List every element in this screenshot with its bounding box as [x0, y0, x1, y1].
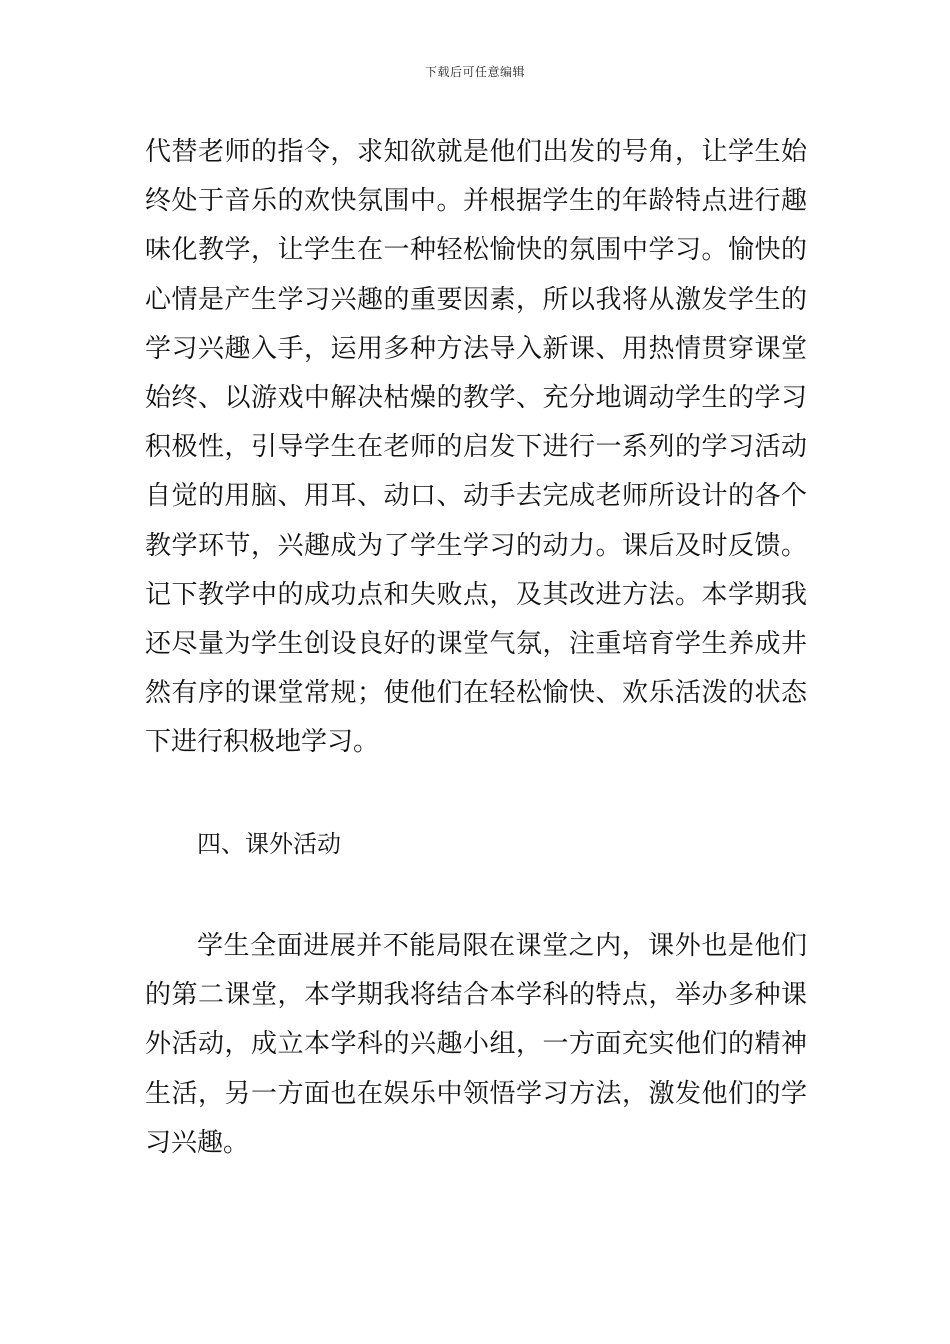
body-paragraph-2: 学生全面进展并不能局限在课堂之内，课外也是他们的第二课堂，本学期我将结合本学科的特点，举办多种课外活动，成立本学科的兴趣小组，一方面充实他们的精神生活，另一方面也在娱乐中领悟学习方法，激发他们的学习兴趣。 — [145, 931, 807, 1158]
body-paragraph-1: 代替老师的指令，求知欲就是他们出发的号角，让学生始终处于音乐的欢快氛围中。并根据学生的年龄特点进行趣味化教学，让学生在一种轻松愉快的氛围中学习。愉快的心情是产生学习兴趣的重要因素，所以我将从激发学生的学习兴趣入手，运用多种方法导入新课、用热情贯穿课堂始终、以游戏中解决枯燥的教学、充分地调动学生的学习积极性，引导学生在老师的启发下进行一系列的学习活动自觉的用脑、用耳、动口、动手去完成老师所设计的各个教学环节，兴趣成为了学生学习的动力。课后及时反馈。记下教学中的成功点和失败点，及其改进方法。本学期我还尽量为学生创设良好的课堂气氛，注重培育学生养成井然有序的课堂常规；使他们在轻松愉快、欢乐活泼的状态下进行积极地学习。 — [145, 137, 807, 758]
page-header: 下载后可任意编辑 — [424, 65, 525, 79]
section-heading: 四、课外活动 — [197, 830, 341, 858]
